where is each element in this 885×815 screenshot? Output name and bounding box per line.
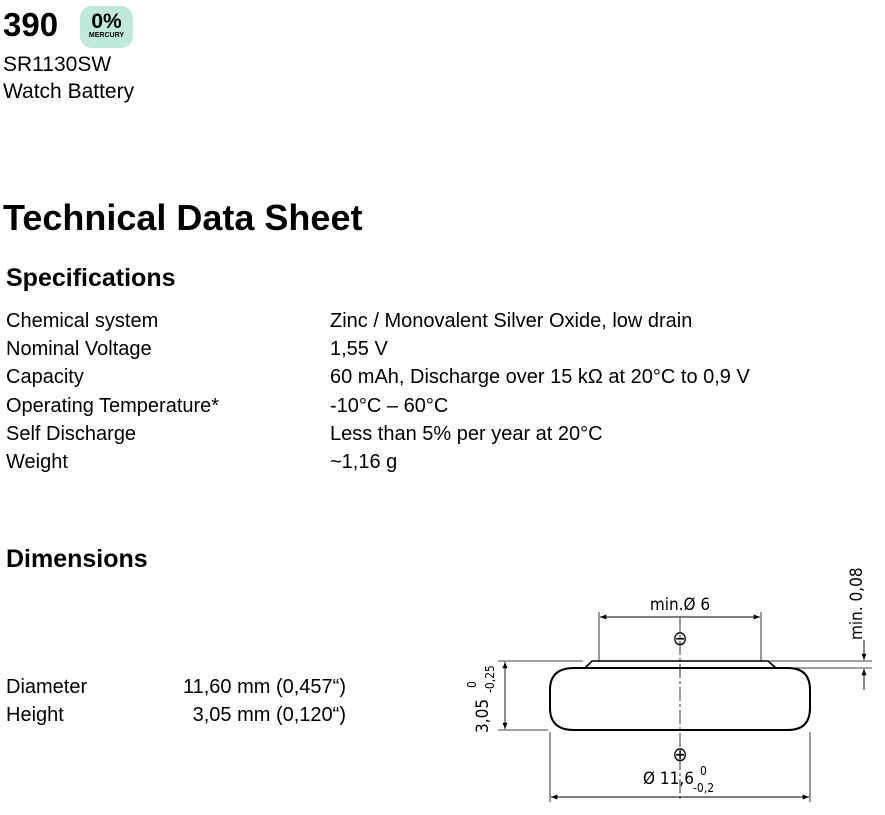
dimension-value: 3,05 mm (0,120“) [192, 704, 346, 726]
spec-label: Nominal Voltage [6, 338, 152, 360]
model-number: 390 [3, 6, 59, 43]
part-number: SR1130SW [3, 53, 112, 76]
spec-value: -10°C – 60°C [330, 395, 449, 417]
height-tolerance-upper: 0 [465, 681, 479, 688]
specifications-heading: Specifications [6, 264, 176, 292]
dimension-label: Height [6, 704, 64, 726]
diameter-tolerance-upper: 0 [700, 764, 707, 778]
height-label: 3,05 [473, 698, 493, 733]
height-tolerance-lower: -0,25 [483, 665, 497, 693]
positive-terminal-icon: ⊕ [672, 742, 688, 766]
spec-value: Less than 5% per year at 20°C [330, 423, 603, 445]
min-gap-label: min. 0,08 [847, 567, 867, 640]
diameter-label: Ø 11,6 [643, 769, 694, 789]
spec-label: Operating Temperature* [6, 395, 220, 417]
spec-value: 60 mAh, Discharge over 15 kΩ at 20°C to 0,9 V [330, 366, 750, 388]
min-diameter-label: min.Ø 6 [649, 595, 711, 615]
page-title: Technical Data Sheet [3, 197, 363, 238]
spec-label: Chemical system [6, 310, 159, 332]
battery-top-cap [585, 661, 776, 668]
negative-terminal-icon: ⊖ [672, 626, 688, 650]
spec-label: Weight [6, 451, 68, 473]
spec-value: 1,55 V [330, 338, 388, 360]
dimensions-heading: Dimensions [6, 545, 148, 573]
dimension-value: 11,60 mm (0,457“) [182, 676, 346, 698]
spec-label: Capacity [6, 366, 84, 388]
badge-word: MERCURY [88, 32, 125, 39]
badge-percent: 0% [91, 10, 122, 33]
dimension-label: Diameter [6, 676, 88, 698]
spec-label: Self Discharge [6, 423, 137, 445]
product-type: Watch Battery [3, 80, 135, 103]
spec-value: Zinc / Monovalent Silver Oxide, low drain [330, 310, 693, 332]
diameter-tolerance-lower: -0,2 [693, 781, 715, 795]
spec-value: ~1,16 g [330, 451, 398, 473]
